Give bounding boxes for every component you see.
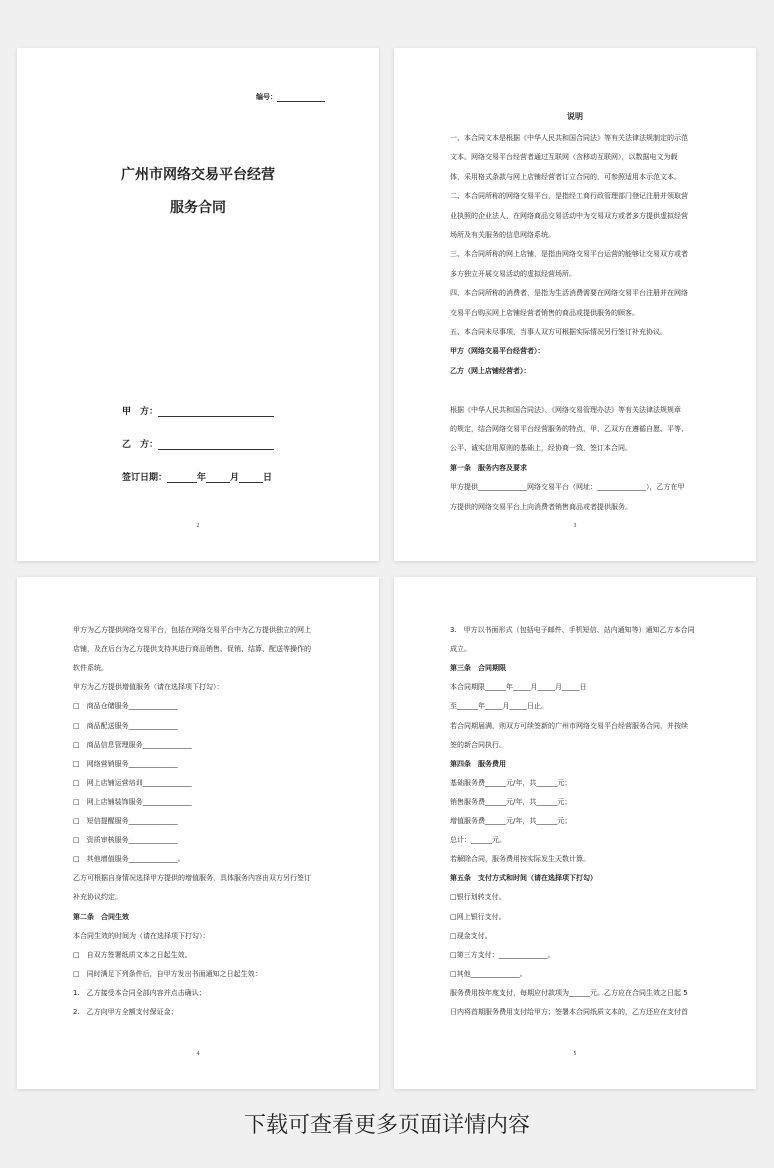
body-line: 场所及有关服务的信息网络系统。 (450, 231, 555, 239)
body-line: □ 资质审核服务______________ (73, 836, 178, 845)
body-line: 文本。网络交易平台经营者通过互联网（含移动互联网），以数据电文为载 (450, 153, 678, 162)
section-heading: 第二条 合同生效 (73, 912, 129, 921)
body-line: 一、本合同文本是根据《中华人民共和国合同法》等有关法律法规制定的示范 (450, 134, 688, 142)
body-line: 体，采用格式条款与网上店铺经营者订立合同的，可参照适用本示范文本。 (450, 172, 681, 181)
body-line: □现金支付。 (450, 931, 492, 940)
body-line: □ 网上店铺装饰服务______________ (73, 797, 192, 806)
body-line: □ 自双方签署纸质文本之日起生效。 (73, 950, 192, 959)
party-a-label: 甲 方： (122, 407, 159, 417)
body-line: 的规定，结合网络交易平台经营服务的特点，甲、乙双方在遵循自愿、平等、 (450, 425, 688, 433)
body-line: □ 商品信息管理服务______________ (73, 740, 192, 749)
body-line: □银行划转支付。 (450, 893, 506, 902)
body-line: 本合同期限______年_____月_____月_____日 (450, 683, 587, 692)
section-heading: 乙方（网上店铺经营者）： (450, 366, 531, 375)
year-label: 年 (197, 473, 207, 483)
body-line: 方提供的网络交易平台上向消费者销售商品或者提供服务。 (450, 502, 632, 511)
body-line: 日内将首期服务费用支付给甲方；签署本合同纸质文本的，乙方还应在支付首 (450, 1008, 688, 1016)
body-line: 2. 乙方向甲方全额支付保证金； (73, 1008, 178, 1016)
sign-date-label: 签订日期： (122, 473, 168, 483)
party-a-row (122, 404, 274, 417)
body-line: 根据《中华人民共和国合同法》、《网络交易管理办法》等有关法律法规规章 (450, 405, 681, 414)
body-line: 五、本合同未尽事项，当事人双方可根据实际情况另行签订补充协议。 (450, 328, 667, 336)
body-line: 基础服务费______元/年，共______元； (450, 778, 572, 787)
page-cover (17, 48, 379, 561)
body-line: 交易平台购买网上店铺经营者销售的商品或提供服务的顾客。 (450, 308, 639, 317)
body-line: 补充协议约定。 (73, 893, 122, 902)
page-number: 4 (196, 1051, 200, 1057)
body-line: 甲方为乙方提供增值服务（请在选择项下打勾）： (73, 683, 224, 692)
sign-date-row (122, 470, 272, 483)
body-line: □ 网上店铺运营培训______________ (73, 778, 192, 787)
body-line: 店铺，及在后台为乙方提供支持其进行商品销售、促销、结算、配送等操作的 (73, 645, 311, 654)
body-line: □ 网络营销服务______________ (73, 759, 178, 768)
page-number: 5 (573, 1051, 577, 1057)
party-b-row (122, 437, 274, 450)
body-line: 业执照的企业法人，在网络商品交易活动中为交易双方或者多方提供虚拟经营 (450, 211, 688, 220)
body-line: 本合同生效的时间为（请在选择项下打勾）： (73, 931, 210, 940)
body-line: 多方独立开展交易活动的虚拟经营场所。 (450, 269, 576, 278)
body-line: □其他______________。 (450, 969, 527, 978)
party-b-blank (158, 440, 274, 450)
body-line: 乙方可根据自身情况选择甲方提供的增值服务，具体服务内容由双方另行签订 (73, 874, 311, 883)
body-line: 增值服务费______元/年，共______元； (450, 817, 572, 825)
body-line: 销售服务费______元/年，共______元； (450, 797, 572, 806)
body-line: 服务费用按年度支付，每期应付款项为______元。乙方应在合同生效之日起 5 (450, 988, 688, 997)
cover-title-line2: 服务合同 (170, 200, 226, 216)
body-line: 1. 乙方接受本合同全部内容并点击确认； (73, 988, 206, 997)
explanation-title: 说明 (567, 112, 583, 121)
party-b-label: 乙 方： (122, 440, 159, 450)
body-line: 甲方为乙方提供网络交易平台，包括在网络交易平台中为乙方提供独立的网上 (73, 626, 311, 634)
body-line: □ 同时满足下列条件后，自甲方发出书面通知之日起生效： (73, 969, 262, 978)
contract-number-blank (277, 94, 325, 102)
section-heading: 第四条 服务费用 (450, 759, 506, 768)
page-fees (394, 577, 756, 1089)
party-a-blank (158, 407, 274, 417)
section-heading: 第五条 支付方式和时间（请在选择项下打勾） (450, 874, 597, 883)
contract-number (256, 92, 325, 102)
body-line: 至______年_____月_____日止。 (450, 702, 548, 711)
body-line: 总计：______元。 (450, 836, 506, 845)
body-line: 若解除合同，服务费用按实际发生天数计算。 (450, 855, 590, 864)
body-line: 软件系统。 (73, 664, 108, 673)
body-line: 3. 甲方以书面形式（包括电子邮件、手机短信、站内通知等）通知乙方本合同 (450, 626, 695, 634)
month-label: 月 (230, 473, 240, 483)
section-heading: 第一条 服务内容及要求 (450, 463, 527, 472)
body-line: □ 商品仓储服务______________ (73, 702, 178, 711)
body-line: 若合同期届满，则双方可续签新的广州市网络交易平台经营服务合同，并按续 (450, 721, 688, 730)
page-number: 3 (573, 523, 577, 529)
body-line: 二、本合同所称的网络交易平台，是指经工商行政管理部门登记注册并领取营 (450, 192, 688, 201)
body-line: □ 商品配送服务______________ (73, 721, 178, 730)
body-line: 三、本合同所称的网上店铺，是指由网络交易平台运营的能够让交易双方或者 (450, 250, 688, 259)
cover-title-line1: 广州市网络交易平台经营 (121, 167, 275, 183)
body-line: 签的新合同执行。 (450, 740, 506, 749)
page-explanation (394, 48, 756, 561)
body-line: 公平、诚实信用原则的基础上，经协商一致，签订本合同。 (450, 444, 632, 453)
page-number: 2 (196, 523, 200, 529)
download-caption: 下载可查看更多页面详情内容 (243, 1113, 530, 1138)
body-line: □ 短信提醒服务______________ (73, 817, 178, 825)
body-line: 甲方提供______________网络交易平台（网址：______________），乙方在甲 (450, 483, 685, 492)
body-line: 成立。 (450, 645, 471, 654)
body-line: □ 其他增值服务______________。 (73, 855, 185, 864)
section-heading: 甲方（网络交易平台经营者）： (450, 347, 545, 356)
section-heading: 第三条 合同期限 (450, 664, 506, 673)
body-line: 四、本合同所称的消费者，是指为生活消费需要在网络交易平台注册并在网络 (450, 289, 688, 298)
page-services (17, 577, 379, 1089)
day-label: 日 (263, 473, 273, 483)
body-line: □第三方支付：______________。 (450, 950, 555, 959)
contract-number-label: 编号： (256, 93, 277, 101)
body-line: □网上银行支付。 (450, 912, 506, 921)
